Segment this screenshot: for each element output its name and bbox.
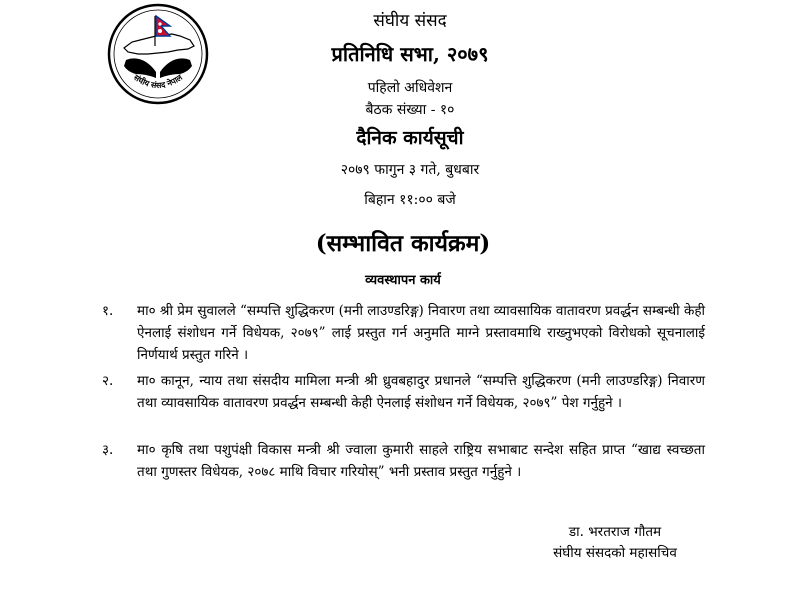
house-title: प्रतिनिधि सभा, २०७९ (331, 42, 489, 66)
agenda-title: दैनिक कार्यसूची (356, 127, 464, 149)
item-number: २. (102, 373, 114, 389)
emblem-ring-text: संघीय संसद नेपाल (132, 72, 184, 91)
meeting-number: बैठक संख्या - १० (365, 102, 455, 118)
meeting-time: बिहान ११:०० बजे (364, 192, 456, 208)
item-number: १. (102, 303, 114, 319)
item-text: मा० कानून, न्याय तथा संसदीय मामिला मन्त्री श्री ध्रुवबहादुर प्रधानले “सम्पत्ति शुद्धिकरण (मनी लाउण्डरिङ्ग) निवारण तथा व्यावसायिक वातावरण प्रवर्द्धन सम्बन्धी केही ऐनलाई संशोधन गर्ने विधेयक, २०७९” पेश गर्नुहुने । (137, 373, 705, 411)
signatory-name: डा. भरतराज गौतम (568, 524, 662, 540)
item-number: ३. (102, 442, 114, 458)
item-text: मा० श्री प्रेम सुवालले “सम्पत्ति शुद्धिकरण (मनी लाउण्डरिङ्ग) निवारण तथा व्यावसायिक वातावरण प्रवर्द्धन सम्बन्धी केही ऐनलाई संशोधन गर्ने विधेयक, २०७९” लाई प्रस्तुत गर्न अनुमति माग्ने प्रस्तावमाथि राख्नुभएको विरोधको सूचनालाई निर्णयार्थ प्रस्तुत गरिने । (137, 303, 705, 363)
page-subtitle: (सम्भावित कार्यक्रम) (315, 230, 491, 257)
item-text: मा० कृषि तथा पशुपंक्षी विकास मन्त्री श्री ज्वाला कुमारी साहले राष्ट्रिय सभाबाट सन्देश सहित प्राप्त “खाद्य स्वच्छता तथा गुणस्तर विधेयक, २०७८ माथि विचार गरियोस्” भनी प्रस्ताव प्रस्तुत गर्नुहुने । (137, 442, 705, 480)
svg-text:संघीय संसद नेपाल (131, 72, 184, 90)
signatory-title: संघीय संसदको महासचिव (553, 545, 677, 561)
meeting-date: २०७९ फागुन ३ गते, बुधबार (340, 162, 480, 178)
emblem-icon (106, 2, 210, 106)
session-label: पहिलो अधिवेशन (367, 80, 453, 96)
parliament-emblem-logo (106, 2, 210, 106)
parliament-name: संघीय संसद (373, 11, 447, 31)
section-heading: व्यवस्थापन कार्य (365, 273, 441, 288)
